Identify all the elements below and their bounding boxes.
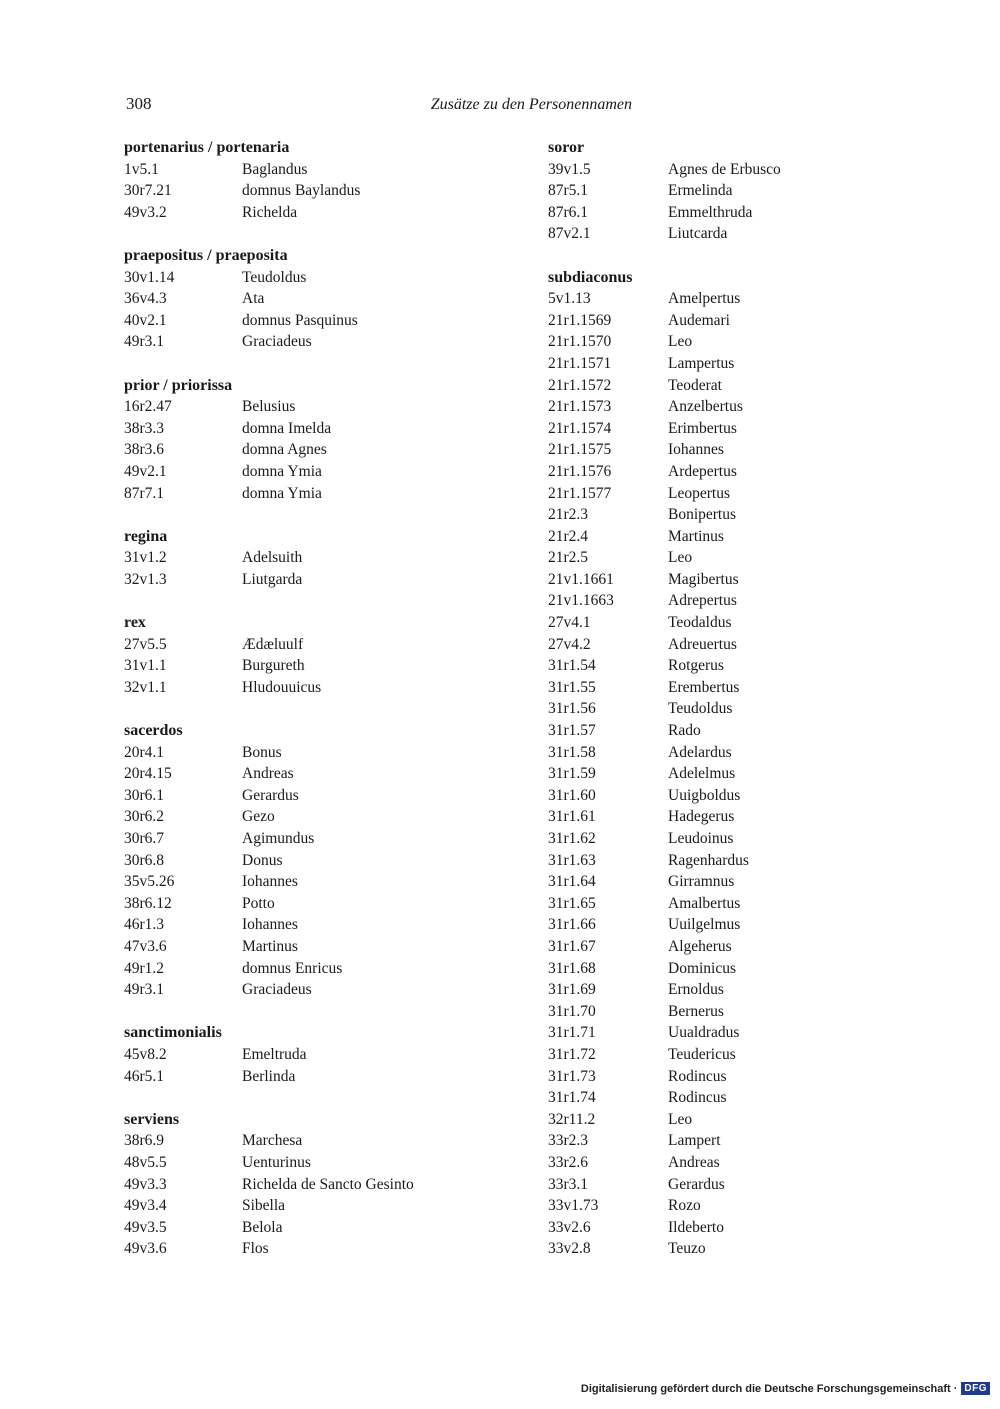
entry-row xyxy=(124,1238,504,1260)
entry-name: Algeherus xyxy=(668,937,732,955)
entry-reference: 49v3.2 xyxy=(124,203,167,221)
entry-row xyxy=(548,806,928,828)
entry-row xyxy=(548,1109,928,1131)
entry-section xyxy=(124,720,504,1001)
entry-reference: 5v1.13 xyxy=(548,290,591,308)
section-title: sacerdos xyxy=(124,722,183,740)
entry-name: Bonipertus xyxy=(668,506,737,524)
entry-name: Leudoinus xyxy=(668,830,734,847)
entry-row xyxy=(548,396,928,418)
entry-reference: 27v5.5 xyxy=(124,635,167,653)
entry-name: Erimbertus xyxy=(668,419,737,437)
entry-reference: 31r1.62 xyxy=(548,830,596,847)
entry-row xyxy=(548,1195,928,1217)
entry-reference: 21r1.1570 xyxy=(548,333,612,351)
entry-reference: 21r1.1572 xyxy=(548,376,612,394)
entry-row xyxy=(548,418,928,440)
entry-name: Graciadeus xyxy=(242,981,312,999)
entry-name: Ædæluulf xyxy=(242,635,304,653)
entry-reference: 31r1.60 xyxy=(548,786,596,804)
entry-name: Emmelthruda xyxy=(668,203,753,221)
entry-reference: 38r3.6 xyxy=(124,441,165,459)
entry-name: Audemari xyxy=(668,311,730,329)
entry-name: Amelpertus xyxy=(668,290,741,308)
entry-name: Teudoldus xyxy=(668,700,733,718)
entry-row xyxy=(548,159,928,181)
entry-reference: 21r1.1571 xyxy=(548,354,612,372)
entry-reference: 39v1.5 xyxy=(548,160,591,178)
entry-name: Flos xyxy=(242,1240,269,1258)
entry-row xyxy=(124,785,504,807)
entry-reference: 20r4.1 xyxy=(124,743,165,761)
entry-row xyxy=(124,655,504,677)
entry-name: Gerardus xyxy=(668,1175,725,1193)
entry-row xyxy=(124,159,504,181)
entry-name: Anzelbertus xyxy=(668,398,743,416)
entry-reference: 40v2.1 xyxy=(124,311,167,329)
entry-row xyxy=(124,936,504,958)
entry-row xyxy=(124,742,504,764)
entry-row xyxy=(124,850,504,872)
entry-row xyxy=(548,1152,928,1174)
entry-name: Teudoldus xyxy=(242,268,307,286)
entry-name: Leo xyxy=(668,1110,693,1128)
entry-reference: 49v3.4 xyxy=(124,1197,167,1215)
entry-name: Leo xyxy=(668,549,693,567)
section-title: subdiaconus xyxy=(548,268,633,286)
entry-row xyxy=(124,331,504,353)
section-title: praepositus / praeposita xyxy=(124,246,288,264)
entry-reference: 33v1.73 xyxy=(548,1197,599,1215)
entry-name: Donus xyxy=(242,851,283,869)
entry-row xyxy=(548,461,928,483)
entry-row xyxy=(548,634,928,656)
entry-name: Adrepertus xyxy=(668,592,737,610)
entry-name: domna Ymia xyxy=(242,484,322,502)
entry-row xyxy=(124,1195,504,1217)
entry-reference: 49v3.3 xyxy=(124,1175,167,1193)
entry-name: Ardepertus xyxy=(668,462,737,480)
entry-row xyxy=(548,958,928,980)
entry-row xyxy=(548,1217,928,1239)
entry-row xyxy=(548,1044,928,1066)
entry-row xyxy=(124,439,504,461)
entry-name: Bernerus xyxy=(668,1002,724,1020)
entry-reference: 87r6.1 xyxy=(548,203,589,221)
entry-row xyxy=(124,828,504,850)
entry-row xyxy=(548,828,928,850)
entry-row xyxy=(124,288,504,310)
entry-reference: 31r1.66 xyxy=(548,916,596,934)
entry-name: Hludouuicus xyxy=(242,678,322,696)
entry-reference: 31r1.71 xyxy=(548,1024,596,1042)
entry-reference: 47v3.6 xyxy=(124,937,167,955)
entry-reference: 38r3.3 xyxy=(124,419,165,437)
entry-name: Potto xyxy=(242,894,275,912)
entry-reference: 49r3.1 xyxy=(124,981,165,999)
entry-name: Adelsuith xyxy=(242,549,303,567)
entry-name: Andreas xyxy=(242,765,294,783)
entry-name: domna Agnes xyxy=(242,441,327,459)
entry-row xyxy=(548,439,928,461)
entry-reference: 30r6.7 xyxy=(124,830,165,847)
entry-reference: 30r6.1 xyxy=(124,786,165,804)
entry-name: Richelda de Sancto Gesinto xyxy=(242,1175,414,1193)
entry-name: Erembertus xyxy=(668,678,740,696)
entry-name: Iohannes xyxy=(668,441,724,459)
entry-reference: 49v3.5 xyxy=(124,1218,167,1236)
entry-reference: 21r1.1576 xyxy=(548,462,612,480)
entry-name: Adreuertus xyxy=(668,635,737,653)
entry-reference: 31r1.56 xyxy=(548,700,596,718)
entry-row xyxy=(548,936,928,958)
section-title: serviens xyxy=(124,1110,180,1128)
entry-name: Sibella xyxy=(242,1197,286,1215)
entry-reference: 27v4.1 xyxy=(548,614,591,632)
entry-reference: 49v2.1 xyxy=(124,462,167,480)
entry-row xyxy=(548,288,928,310)
entry-name: Burgureth xyxy=(242,657,305,675)
footer-text: Digitalisierung gefördert durch die Deutsche Forschungsgemeinschaft · xyxy=(580,1382,958,1395)
running-title: Zusätze zu den Personennamen xyxy=(430,96,632,113)
entry-name: Richelda xyxy=(242,203,298,221)
entry-reference: 36v4.3 xyxy=(124,290,167,308)
entry-name: Rodincus xyxy=(668,1089,727,1107)
entry-row xyxy=(124,914,504,936)
entry-reference: 33r2.6 xyxy=(548,1153,589,1171)
entry-row xyxy=(548,871,928,893)
entry-reference: 21r2.5 xyxy=(548,549,589,567)
entry-section xyxy=(124,1109,504,1260)
entry-reference: 27v4.2 xyxy=(548,635,591,653)
entry-reference: 45v8.2 xyxy=(124,1045,167,1063)
entry-reference: 1v5.1 xyxy=(124,160,159,178)
entry-reference: 31r1.67 xyxy=(548,937,596,955)
entry-row xyxy=(548,375,928,397)
entry-name: Liutgarda xyxy=(242,570,303,588)
left-column xyxy=(124,137,504,1281)
entry-reference: 33r3.1 xyxy=(548,1175,589,1193)
entry-name: Berlinda xyxy=(242,1067,296,1085)
entry-row xyxy=(124,871,504,893)
entry-name: Rado xyxy=(668,722,701,740)
entry-name: Adelardus xyxy=(668,743,732,761)
entry-row xyxy=(124,180,504,202)
entry-reference: 33v2.8 xyxy=(548,1240,591,1258)
entry-section xyxy=(548,137,928,245)
entry-reference: 31r1.59 xyxy=(548,765,596,783)
entry-row xyxy=(124,1130,504,1152)
entry-name: Martinus xyxy=(668,527,724,545)
entry-reference: 31r1.54 xyxy=(548,657,596,675)
entry-reference: 30r6.2 xyxy=(124,808,165,826)
entry-name: domna Ymia xyxy=(242,462,322,480)
entry-name: Uuigboldus xyxy=(668,786,741,804)
entry-name: Ata xyxy=(242,290,265,308)
entry-row xyxy=(548,698,928,720)
section-title: regina xyxy=(124,527,168,545)
entry-name: Amalbertus xyxy=(668,894,741,912)
entry-name: Gerardus xyxy=(242,786,299,804)
entry-reference: 21v1.1661 xyxy=(548,570,614,588)
entry-reference: 20r4.15 xyxy=(124,765,172,783)
entry-reference: 31r1.64 xyxy=(548,873,596,891)
entry-name: domnus Enricus xyxy=(242,959,343,977)
entry-row xyxy=(548,655,928,677)
entry-name: Lampert xyxy=(668,1132,721,1150)
entry-name: Rotgerus xyxy=(668,657,724,675)
entry-row xyxy=(548,547,928,569)
entry-row xyxy=(124,569,504,591)
entry-name: Graciadeus xyxy=(242,333,312,351)
entry-row xyxy=(548,612,928,634)
entry-name: Hadegerus xyxy=(668,808,735,826)
entry-row xyxy=(124,634,504,656)
entry-reference: 46r1.3 xyxy=(124,916,165,934)
entry-reference: 87r7.1 xyxy=(124,484,165,502)
entry-name: Teoderat xyxy=(668,376,722,394)
entry-reference: 32v1.3 xyxy=(124,570,167,588)
entry-reference: 30r6.8 xyxy=(124,851,165,869)
entry-name: Dominicus xyxy=(668,959,737,977)
entry-reference: 21r1.1574 xyxy=(548,419,612,437)
entry-reference: 49v3.6 xyxy=(124,1240,167,1258)
entry-name: Iohannes xyxy=(242,916,298,934)
entry-name: Andreas xyxy=(668,1153,720,1171)
page-number: 308 xyxy=(126,94,152,113)
entry-row xyxy=(124,202,504,224)
entry-row xyxy=(124,267,504,289)
entry-row xyxy=(124,1044,504,1066)
right-column xyxy=(548,137,928,1281)
entry-row xyxy=(124,1174,504,1196)
entry-name: Rodincus xyxy=(668,1067,727,1085)
entry-row xyxy=(548,1174,928,1196)
entry-name: domnus Pasquinus xyxy=(242,311,358,329)
entry-reference: 31r1.72 xyxy=(548,1045,596,1063)
section-title: portenarius / portenaria xyxy=(124,139,290,156)
entry-row xyxy=(548,590,928,612)
entry-reference: 49r1.2 xyxy=(124,959,165,977)
entry-reference: 21r2.3 xyxy=(548,506,589,524)
entry-name: Adelelmus xyxy=(668,765,736,783)
entry-row xyxy=(548,850,928,872)
entry-row xyxy=(548,720,928,742)
entry-reference: 32v1.1 xyxy=(124,678,167,696)
entry-row xyxy=(548,1001,928,1023)
entry-reference: 21r1.1577 xyxy=(548,484,612,502)
entry-name: Ernoldus xyxy=(668,981,724,999)
entry-reference: 35v5.26 xyxy=(124,873,175,891)
entry-row xyxy=(548,180,928,202)
section-title: rex xyxy=(124,614,146,632)
entry-row xyxy=(124,677,504,699)
entry-reference: 21r1.1575 xyxy=(548,441,612,459)
entry-reference: 31v1.1 xyxy=(124,657,167,675)
entry-reference: 33v2.6 xyxy=(548,1218,591,1236)
entry-reference: 21r2.4 xyxy=(548,527,589,545)
entry-row xyxy=(548,893,928,915)
entry-section xyxy=(124,137,504,223)
entry-row xyxy=(548,223,928,245)
footer xyxy=(581,1382,990,1395)
entry-section xyxy=(124,1022,504,1087)
entry-name: Rozo xyxy=(668,1197,701,1215)
entry-row xyxy=(548,353,928,375)
entry-name: domna Imelda xyxy=(242,419,332,437)
entry-row xyxy=(548,202,928,224)
entry-section xyxy=(124,245,504,353)
entry-row xyxy=(124,893,504,915)
section-title: soror xyxy=(548,139,585,156)
dfg-logo: DFG xyxy=(961,1382,990,1395)
entry-reference: 32r11.2 xyxy=(548,1110,596,1128)
entry-row xyxy=(124,1217,504,1239)
entry-reference: 31v1.2 xyxy=(124,549,167,567)
entry-reference: 38r6.9 xyxy=(124,1132,165,1150)
entry-row xyxy=(548,1066,928,1088)
entry-name: Teodaldus xyxy=(668,614,732,632)
entry-row xyxy=(124,418,504,440)
entry-reference: 31r1.55 xyxy=(548,678,596,696)
entry-row xyxy=(548,763,928,785)
entry-name: Martinus xyxy=(242,937,298,955)
entry-row xyxy=(124,396,504,418)
entry-name: Uenturinus xyxy=(242,1153,311,1171)
entry-row xyxy=(548,310,928,332)
entry-reference: 31r1.65 xyxy=(548,894,596,912)
entry-row xyxy=(548,785,928,807)
entry-name: Ildeberto xyxy=(668,1218,724,1236)
entry-reference: 31r1.57 xyxy=(548,722,596,740)
entry-row xyxy=(124,806,504,828)
entry-row xyxy=(124,461,504,483)
entry-row xyxy=(124,483,504,505)
entry-section xyxy=(124,375,504,505)
entry-reference: 21v1.1663 xyxy=(548,592,614,610)
entry-section xyxy=(124,526,504,591)
entry-reference: 31r1.74 xyxy=(548,1089,596,1107)
section-title: sanctimonialis xyxy=(124,1024,222,1042)
entry-reference: 49r3.1 xyxy=(124,333,165,351)
entry-row xyxy=(548,1087,928,1109)
entry-row xyxy=(548,1022,928,1044)
entry-name: Emeltruda xyxy=(242,1045,307,1063)
entry-name: Marchesa xyxy=(242,1132,303,1150)
entry-reference: 16r2.47 xyxy=(124,398,172,416)
entry-row xyxy=(548,1130,928,1152)
entry-row xyxy=(124,958,504,980)
entry-name: Ermelinda xyxy=(668,182,733,200)
entry-name: Iohannes xyxy=(242,873,298,891)
page-header xyxy=(126,94,632,120)
entry-name: domnus Baylandus xyxy=(242,182,361,200)
entry-reference: 87v2.1 xyxy=(548,225,591,243)
entry-row xyxy=(548,914,928,936)
entry-reference: 21r1.1573 xyxy=(548,398,612,416)
entry-reference: 46r5.1 xyxy=(124,1067,165,1085)
entry-name: Magibertus xyxy=(668,570,739,588)
entry-section xyxy=(548,267,928,1260)
entry-name: Agnes de Erbusco xyxy=(668,160,781,178)
entry-reference: 31r1.68 xyxy=(548,959,596,977)
entry-row xyxy=(548,979,928,1001)
entry-name: Uuilgelmus xyxy=(668,916,741,934)
entry-row xyxy=(124,763,504,785)
entry-row xyxy=(124,310,504,332)
entry-reference: 21r1.1569 xyxy=(548,311,612,329)
entry-reference: 31r1.69 xyxy=(548,981,596,999)
entry-name: Belusius xyxy=(242,398,296,416)
entry-row xyxy=(124,1152,504,1174)
entry-name: Uualdradus xyxy=(668,1024,740,1042)
entry-row xyxy=(124,547,504,569)
entry-name: Leo xyxy=(668,333,693,351)
entry-row xyxy=(548,504,928,526)
entry-row xyxy=(548,677,928,699)
entry-name: Baglandus xyxy=(242,160,308,178)
entry-row xyxy=(548,526,928,548)
entry-reference: 30v1.14 xyxy=(124,268,175,286)
entry-reference: 33r2.3 xyxy=(548,1132,589,1150)
section-title: prior / priorissa xyxy=(124,376,233,394)
entry-reference: 87r5.1 xyxy=(548,182,589,200)
entry-reference: 31r1.73 xyxy=(548,1067,596,1085)
entry-reference: 48v5.5 xyxy=(124,1153,167,1171)
entry-row xyxy=(548,331,928,353)
entry-name: Gezo xyxy=(242,808,275,826)
entry-row xyxy=(548,483,928,505)
entry-reference: 31r1.70 xyxy=(548,1002,596,1020)
entry-name: Lampertus xyxy=(668,354,735,372)
entry-name: Ragenhardus xyxy=(668,851,749,869)
entry-name: Teuzo xyxy=(668,1240,706,1258)
entry-reference: 38r6.12 xyxy=(124,894,172,912)
entry-name: Girramnus xyxy=(668,873,735,891)
entry-row xyxy=(124,1066,504,1088)
entry-name: Leopertus xyxy=(668,484,730,502)
entry-section xyxy=(124,612,504,698)
entry-row xyxy=(548,742,928,764)
entry-reference: 30r7.21 xyxy=(124,182,172,200)
entry-name: Agimundus xyxy=(242,830,315,847)
entry-name: Liutcarda xyxy=(668,225,728,243)
entry-name: Belola xyxy=(242,1218,283,1236)
entry-row xyxy=(548,1238,928,1260)
entry-row xyxy=(124,979,504,1001)
entry-row xyxy=(548,569,928,591)
entry-reference: 31r1.63 xyxy=(548,851,596,869)
entry-reference: 31r1.58 xyxy=(548,743,596,761)
entry-reference: 31r1.61 xyxy=(548,808,596,826)
entry-name: Teudericus xyxy=(668,1045,736,1063)
entry-name: Bonus xyxy=(242,743,282,761)
